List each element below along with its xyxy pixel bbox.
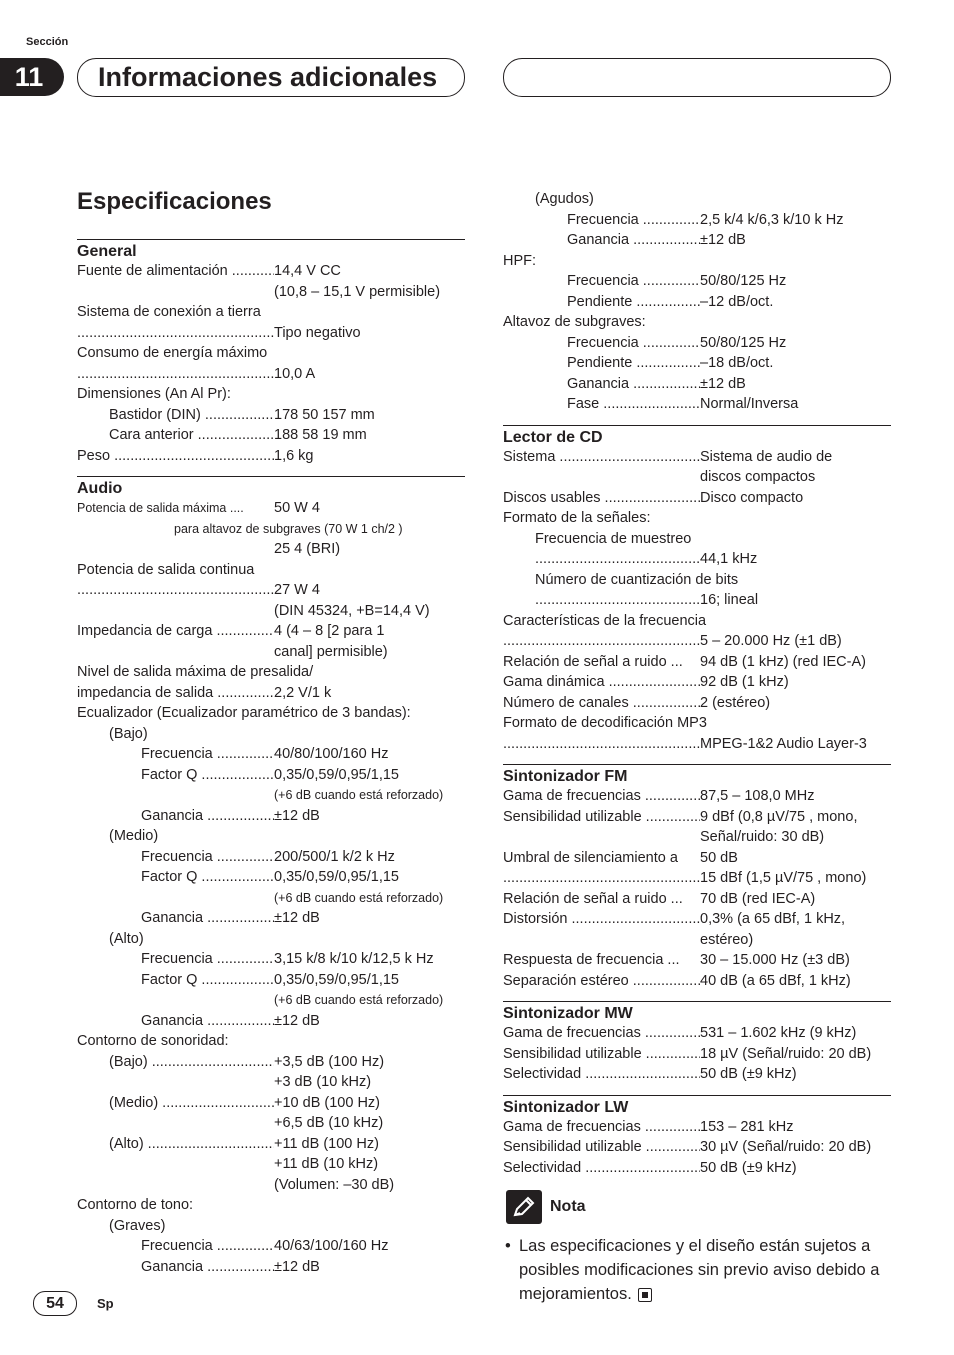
spec-row [77, 601, 465, 622]
spec-row [503, 333, 891, 354]
spec-label: Impedancia de carga ..... [77, 621, 274, 642]
spec-section-heading: Sintonizador FM [503, 764, 891, 786]
spec-row [503, 374, 891, 395]
spec-label [77, 1072, 274, 1093]
spec-label [77, 282, 274, 303]
spec-value: 50/80/125 Hz [700, 273, 787, 289]
spec-label: Relación de señal a ruido ... [503, 653, 683, 670]
spec-value: 30 – 15.000 Hz (±3 dB) [700, 952, 850, 968]
spec-row [503, 693, 891, 714]
spec-row [77, 908, 465, 929]
spec-text: Potencia de salida continua [77, 561, 255, 578]
spec-row [77, 1072, 465, 1093]
spec-text-line [503, 713, 891, 734]
spec-value: +11 dB (10 kHz) [274, 1156, 379, 1172]
spec-row [77, 990, 465, 1011]
spec-row [77, 1236, 465, 1257]
spec-value: 0,35/0,59/0,95/1,15 [274, 971, 399, 988]
spec-text-line [77, 1195, 465, 1216]
spec-text-line [77, 1031, 465, 1052]
section-number-tab: 11 [0, 58, 64, 96]
spec-label: Selectividad ..... [503, 1158, 700, 1179]
spec-value: 0,3% (a 65 dBf, 1 kHz, [700, 911, 846, 927]
section-gap [77, 466, 465, 476]
spec-row [77, 785, 465, 806]
spec-value: 94 dB (1 kHz) (red IEC-A) [700, 653, 866, 670]
spec-row [503, 848, 891, 869]
spec-row [77, 580, 465, 601]
spec-label: impedancia de salida ..... [77, 683, 274, 704]
spec-label: Frecuencia ..... [77, 1236, 274, 1257]
spec-section-heading: General [77, 239, 465, 261]
spec-value: 30 µV (Señal/ruido: 20 dB) [700, 1139, 872, 1155]
spec-value: (+6 dB cuando está reforzado) [274, 890, 444, 905]
spec-text: (Graves) [109, 1217, 166, 1234]
spec-value: 2,5 k/4 k/6,3 k/10 k Hz [700, 211, 844, 228]
spec-value: –12 dB/oct. [700, 293, 774, 310]
spec-text: Sistema de conexión a tierra [77, 304, 261, 320]
spec-label: Pendiente ..... [503, 353, 700, 374]
spec-text: Características de la frecuencia [503, 612, 707, 629]
spec-value: estéreo) [700, 931, 754, 948]
spec-row [503, 652, 891, 673]
spec-value: (+6 dB cuando está reforzado) [274, 993, 444, 1007]
spec-label [77, 580, 274, 601]
spec-label: Relación de señal a ruido ... [503, 890, 683, 907]
spec-row [503, 271, 891, 292]
spec-value: 2,2 V/1 k [274, 684, 332, 701]
spec-value: Señal/ruido: 30 dB) [700, 829, 825, 845]
spec-row [503, 868, 891, 889]
note-item [503, 1234, 891, 1306]
spec-label: Pendiente ..... [503, 292, 700, 313]
spec-text: (Bajo) [109, 725, 148, 742]
spec-value: 0,35/0,59/0,95/1,15 [274, 766, 399, 783]
spec-value: discos compactos [700, 469, 816, 485]
spec-row [77, 888, 465, 909]
spec-label: (Bajo) ..... [77, 1052, 274, 1073]
spec-text: Dimensiones (An Al Pr): [77, 386, 231, 402]
spec-row [77, 282, 465, 303]
spec-row [503, 292, 891, 313]
spec-row [503, 447, 891, 468]
spec-label: Ganancia ..... [77, 1257, 274, 1278]
spec-value: (10,8 – 15,1 V permisible) [274, 283, 441, 300]
spec-text-line [77, 302, 465, 323]
spec-label: Cara anterior ..... [77, 425, 274, 446]
specifications-heading: Especificaciones [77, 188, 272, 215]
spec-label [503, 930, 700, 951]
spec-value: 200/500/1 k/2 k Hz [274, 848, 395, 865]
spec-label [77, 1113, 274, 1134]
spec-value: 50 W 4 [274, 500, 320, 516]
spec-value: 15 dBf (1,5 µV/75 , mono) [700, 870, 867, 886]
spec-row [77, 1113, 465, 1134]
spec-row [503, 672, 891, 693]
spec-value: ±12 dB [700, 232, 746, 248]
spec-row [77, 744, 465, 765]
spec-label: (Medio) ..... [77, 1093, 274, 1114]
spec-text-line [77, 724, 465, 745]
spec-value: 4 (4 – 8 [2 para 1 [274, 623, 385, 639]
spec-section-heading: Audio [77, 476, 465, 498]
spec-value: 50 dB (±9 kHz) [700, 1066, 797, 1082]
spec-value: 18 µV (Señal/ruido: 20 dB) [700, 1045, 872, 1062]
spec-label [77, 323, 274, 344]
spec-row [77, 621, 465, 642]
spec-text-line [77, 519, 465, 540]
spec-text: Contorno de tono: [77, 1197, 194, 1213]
spec-text: Frecuencia de muestreo [535, 530, 692, 547]
spec-row [503, 230, 891, 251]
section-gap [503, 991, 891, 1001]
spec-value: (DIN 45324, +B=14,4 V) [274, 602, 430, 619]
spec-row [77, 1093, 465, 1114]
spec-text-line [503, 251, 891, 272]
spec-text-line [77, 1216, 465, 1237]
spec-value: +3,5 dB (100 Hz) [274, 1053, 385, 1070]
spec-value: –18 dB/oct. [700, 355, 774, 371]
spec-value: 10,0 A [274, 365, 316, 382]
spec-label: Frecuencia ..... [503, 271, 700, 292]
spec-value: 44,1 kHz [700, 551, 758, 567]
spec-row [77, 261, 465, 282]
spec-label: Factor Q ..... [77, 765, 274, 786]
spec-text: Número de cuantización de bits [535, 571, 739, 588]
spec-text: Contorno de sonoridad: [77, 1033, 229, 1049]
pencil-note-icon [506, 1190, 542, 1224]
spec-value: 50 dB (±9 kHz) [700, 1159, 797, 1176]
spec-value: 27 W 4 [274, 582, 320, 598]
spec-value: canal] permisible) [274, 643, 388, 660]
spec-label: Discos usables ..... [503, 488, 700, 509]
spec-text: Consumo de energía máximo [77, 345, 268, 361]
spec-row [77, 765, 465, 786]
spec-row [77, 405, 465, 426]
spec-text-line [77, 929, 465, 950]
spec-text: para altavoz de subgraves (70 W 1 ch/2 ) [174, 521, 403, 536]
spec-row [77, 1134, 465, 1155]
spec-label [503, 631, 700, 652]
spec-label: Respuesta de frecuencia ... [503, 952, 680, 968]
spec-value: 40/80/100/160 Hz [274, 746, 389, 762]
spec-text-line [77, 560, 465, 581]
spec-label: Gama de frecuencias ..... [503, 1023, 700, 1044]
spec-label: Fase ..... [503, 394, 700, 415]
spec-text-line [503, 611, 891, 632]
spec-value: 2 (estéreo) [700, 694, 771, 711]
spec-label [77, 785, 274, 806]
spec-label [77, 990, 274, 1011]
note-header [506, 1190, 891, 1224]
spec-label [503, 467, 700, 488]
spec-row [503, 210, 891, 231]
spec-row [503, 549, 891, 570]
spec-label: Separación estéreo ..... [503, 971, 700, 992]
spec-value: 14,4 V CC [274, 263, 341, 279]
spec-label [77, 1154, 274, 1175]
spec-label: Ganancia ..... [77, 908, 274, 929]
spec-row [503, 930, 891, 951]
spec-section-heading: Lector de CD [503, 425, 891, 447]
spec-text: Formato de la señales: [503, 510, 651, 526]
spec-row [503, 1137, 891, 1158]
spec-row [503, 590, 891, 611]
spec-row [77, 1052, 465, 1073]
spec-label [503, 549, 700, 570]
note-text [519, 1234, 891, 1306]
spec-label: Factor Q ..... [77, 867, 274, 888]
spec-value: 50 dB [700, 849, 738, 866]
spec-value: 50/80/125 Hz [700, 334, 787, 351]
spec-text: Formato de decodificación MP3 [503, 715, 707, 731]
section-gap [503, 1085, 891, 1095]
spec-label: Sensibilidad utilizable ..... [503, 1137, 700, 1158]
spec-text: Altavoz de subgraves: [503, 314, 646, 330]
spec-value: (+6 dB cuando está reforzado) [274, 788, 444, 802]
spec-value: 531 – 1.602 kHz (9 kHz) [700, 1025, 857, 1041]
spec-text-line [503, 570, 891, 591]
spec-row [77, 806, 465, 827]
spec-row [77, 1257, 465, 1278]
spec-row [77, 970, 465, 991]
spec-text-line [503, 529, 891, 550]
spec-value: 1,6 kg [274, 447, 314, 464]
spec-row [77, 446, 465, 467]
spec-label: Selectividad ..... [503, 1064, 700, 1085]
spec-value: 25 4 (BRI) [274, 541, 341, 557]
spec-label: Frecuencia ..... [77, 949, 274, 970]
spec-row [77, 498, 465, 519]
spec-label: Sistema ..... [503, 447, 700, 468]
spec-value: 153 – 281 kHz [700, 1118, 794, 1135]
spec-label [503, 734, 700, 755]
spec-value: Disco compacto [700, 489, 804, 506]
section-gap [503, 754, 891, 764]
spec-value: 0,35/0,59/0,95/1,15 [274, 869, 399, 885]
spec-label: Gama de frecuencias ..... [503, 786, 700, 807]
spec-text: (Medio) [109, 828, 159, 844]
spec-label: Ganancia ..... [503, 374, 700, 395]
spec-label: Frecuencia ..... [77, 744, 274, 765]
end-mark-icon [638, 1288, 652, 1302]
spec-label [77, 539, 274, 560]
spec-label: Ganancia ..... [77, 806, 274, 827]
spec-row [503, 909, 891, 930]
spec-label: Frecuencia ..... [503, 210, 700, 231]
spec-label [77, 364, 274, 385]
spec-row [77, 539, 465, 560]
spec-label [77, 642, 274, 663]
spec-text: HPF: [503, 252, 537, 269]
spec-label: Sensibilidad utilizable ..... [503, 1044, 700, 1065]
spec-row [77, 642, 465, 663]
spec-row [77, 1011, 465, 1032]
spec-row [503, 734, 891, 755]
spec-row [503, 631, 891, 652]
spec-label [77, 1175, 274, 1196]
note-text-content: Las especificaciones y el diseño están sujetos a posibles modificaciones sin previo aviso debido a mejoramientos. [519, 1237, 880, 1303]
spec-row [503, 1023, 891, 1044]
spec-row [503, 950, 891, 971]
page-title: Informaciones adicionales [77, 58, 465, 97]
specs-right-list [503, 189, 891, 1178]
spec-text: (Agudos) [535, 191, 594, 207]
spec-text-line [77, 343, 465, 364]
spec-label: Peso ..... [77, 446, 274, 467]
spec-text-line [77, 703, 465, 724]
spec-label: Ganancia ..... [77, 1011, 274, 1032]
spec-text-line [77, 384, 465, 405]
spec-row [77, 425, 465, 446]
note-label: Nota [550, 1198, 586, 1215]
spec-text: Ecualizador (Ecualizador paramétrico de 3 bandas): [77, 705, 411, 721]
spec-row [503, 394, 891, 415]
spec-value: 87,5 – 108,0 MHz [700, 788, 815, 804]
spec-row [503, 786, 891, 807]
spec-value: ±12 dB [274, 807, 320, 824]
spec-value: 40/63/100/160 Hz [274, 1238, 389, 1254]
page-number: 54 [33, 1291, 77, 1316]
spec-value: 5 – 20.000 Hz (±1 dB) [700, 633, 842, 649]
spec-row [503, 488, 891, 509]
spec-label [503, 590, 700, 611]
spec-row [77, 364, 465, 385]
spec-label: Sensibilidad utilizable ..... [503, 807, 700, 828]
spec-label: Umbral de silenciamiento a [503, 849, 678, 866]
spec-label [503, 868, 700, 889]
section-label: Sección [26, 36, 69, 48]
spec-text-line [77, 662, 465, 683]
spec-row [77, 1154, 465, 1175]
spec-text-line [503, 189, 891, 210]
spec-label: Gama dinámica ..... [503, 672, 700, 693]
spec-section-heading: Sintonizador MW [503, 1001, 891, 1023]
spec-row [77, 867, 465, 888]
spec-label: Potencia de salida máxima .... [77, 501, 244, 515]
header-empty-box [503, 58, 891, 97]
spec-row [503, 807, 891, 828]
spec-label: Fuente de alimentación ..... [77, 261, 274, 282]
spec-value: 92 dB (1 kHz) [700, 674, 789, 690]
spec-value: +11 dB (100 Hz) [274, 1135, 379, 1152]
spec-value: 188 58 19 mm [274, 427, 367, 443]
spec-value: +10 dB (100 Hz) [274, 1094, 380, 1111]
spec-value: 40 dB (a 65 dBf, 1 kHz) [700, 972, 851, 989]
spec-text-line [503, 508, 891, 529]
spec-label: (Alto) ..... [77, 1134, 274, 1155]
spec-row [503, 467, 891, 488]
spec-row [503, 827, 891, 848]
spec-value: Normal/Inversa [700, 396, 799, 412]
spec-label [77, 888, 274, 909]
spec-value: 178 50 157 mm [274, 406, 375, 423]
spec-value: +3 dB (10 kHz) [274, 1074, 372, 1090]
spec-label: Distorsión ..... [503, 909, 700, 930]
spec-row [503, 1064, 891, 1085]
spec-label: Gama de frecuencias ..... [503, 1117, 700, 1138]
spec-value: (Volumen: –30 dB) [274, 1176, 395, 1193]
spec-value: Sistema de audio de [700, 448, 833, 465]
spec-text: Nivel de salida máxima de presalida/ [77, 664, 314, 680]
spec-label [77, 601, 274, 622]
bullet-icon: • [505, 1237, 511, 1255]
spec-row [503, 971, 891, 992]
specs-left-column [77, 239, 465, 1277]
spec-value: 3,15 k/8 k/10 k/12,5 k Hz [274, 951, 434, 967]
spec-value: 70 dB (red IEC-A) [700, 890, 816, 907]
spec-label: Frecuencia ..... [77, 847, 274, 868]
spec-row [503, 1117, 891, 1138]
spec-value: 16; lineal [700, 592, 759, 608]
spec-label: Factor Q ..... [77, 970, 274, 991]
spec-label [503, 827, 700, 848]
spec-row [503, 1044, 891, 1065]
spec-section-heading: Sintonizador LW [503, 1095, 891, 1117]
spec-value: +6,5 dB (10 kHz) [274, 1115, 384, 1131]
specs-right-column [503, 189, 891, 1306]
section-gap [503, 415, 891, 425]
spec-row [77, 323, 465, 344]
spec-row [77, 949, 465, 970]
spec-row [77, 847, 465, 868]
spec-value: ±12 dB [274, 910, 320, 926]
spec-row [503, 889, 891, 910]
spec-row [77, 683, 465, 704]
spec-value: ±12 dB [274, 1258, 320, 1275]
spec-value: ±12 dB [274, 1012, 320, 1029]
spec-value: Tipo negativo [274, 324, 361, 341]
spec-value: 9 dBf (0,8 µV/75 , mono, [700, 808, 858, 825]
spec-row [503, 353, 891, 374]
spec-value: ±12 dB [700, 375, 746, 392]
spec-label: Número de canales ..... [503, 693, 700, 714]
language-code: Sp [97, 1296, 114, 1311]
spec-text-line [77, 826, 465, 847]
spec-row [77, 1175, 465, 1196]
spec-row [503, 1158, 891, 1179]
spec-text: (Alto) [109, 930, 144, 947]
spec-text-line [503, 312, 891, 333]
spec-label: Bastidor (DIN) ..... [77, 405, 274, 426]
spec-label: Frecuencia ..... [503, 333, 700, 354]
spec-value: MPEG-1&2 Audio Layer-3 [700, 735, 867, 752]
spec-label: Ganancia ..... [503, 230, 700, 251]
